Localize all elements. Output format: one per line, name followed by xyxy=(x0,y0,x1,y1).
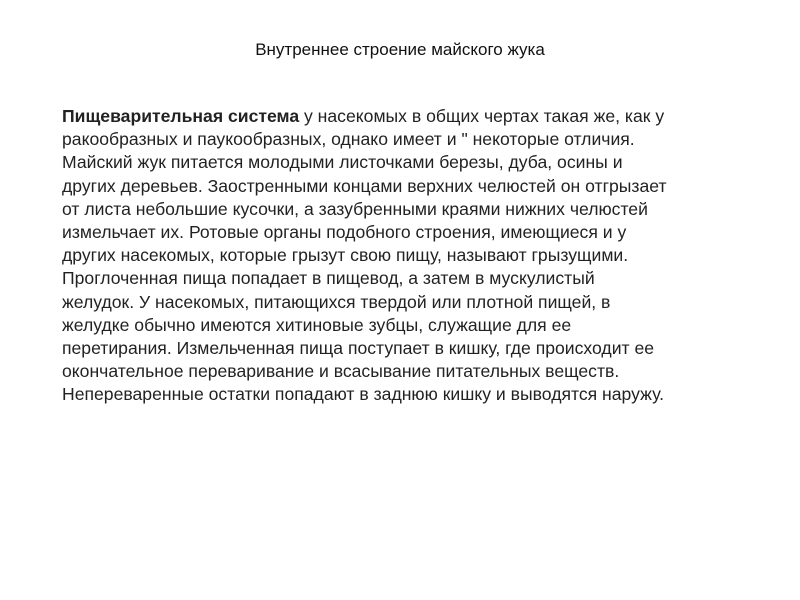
paragraph-line: окончательное переваривание и всасывание питательных веществ. xyxy=(62,361,620,382)
first-line-rest: у насекомых в общих чертах такая же, как у xyxy=(299,106,665,126)
paragraph-line: Майский жук питается молодыми листочками березы, дуба, осины и xyxy=(62,152,623,173)
paragraph-line: других деревьев. Заостренными концами верхних челюстей он отгрызает xyxy=(62,175,667,196)
paragraph-line: желудке обычно имеются хитиновые зубцы, служащие для ее xyxy=(62,314,572,335)
paragraph-line: от листа небольшие кусочки, а зазубренными краями нижних челюстей xyxy=(62,198,648,219)
paragraph-line: ракообразных и паукообразных, однако имеет и " некоторые отличия. xyxy=(62,129,635,150)
paragraph-line: других насекомых, которые грызут свою пищу, называют грызущими. xyxy=(62,245,629,266)
paragraph-line: Проглоченная пища попадает в пищевод, а затем в мускулистый xyxy=(62,268,595,289)
paragraph-line: Непереваренные остатки попадают в заднюю кишку и выводятся наружу. xyxy=(62,384,665,405)
slide-title: Внутреннее строение майского жука xyxy=(255,40,545,59)
paragraph-line: измельчает их. Ротовые органы подобного строения, имеющиеся и у xyxy=(62,222,627,243)
paragraph-line: перетирания. Измельченная пища поступает в кишку, где происходит ее xyxy=(62,338,655,359)
lead-term: Пищеварительная система xyxy=(62,106,300,126)
paragraph-line-1 xyxy=(62,105,742,128)
paragraph-line: желудок. У насекомых, питающихся твердой или плотной пищей, в xyxy=(62,291,611,312)
body-paragraph xyxy=(62,105,742,407)
